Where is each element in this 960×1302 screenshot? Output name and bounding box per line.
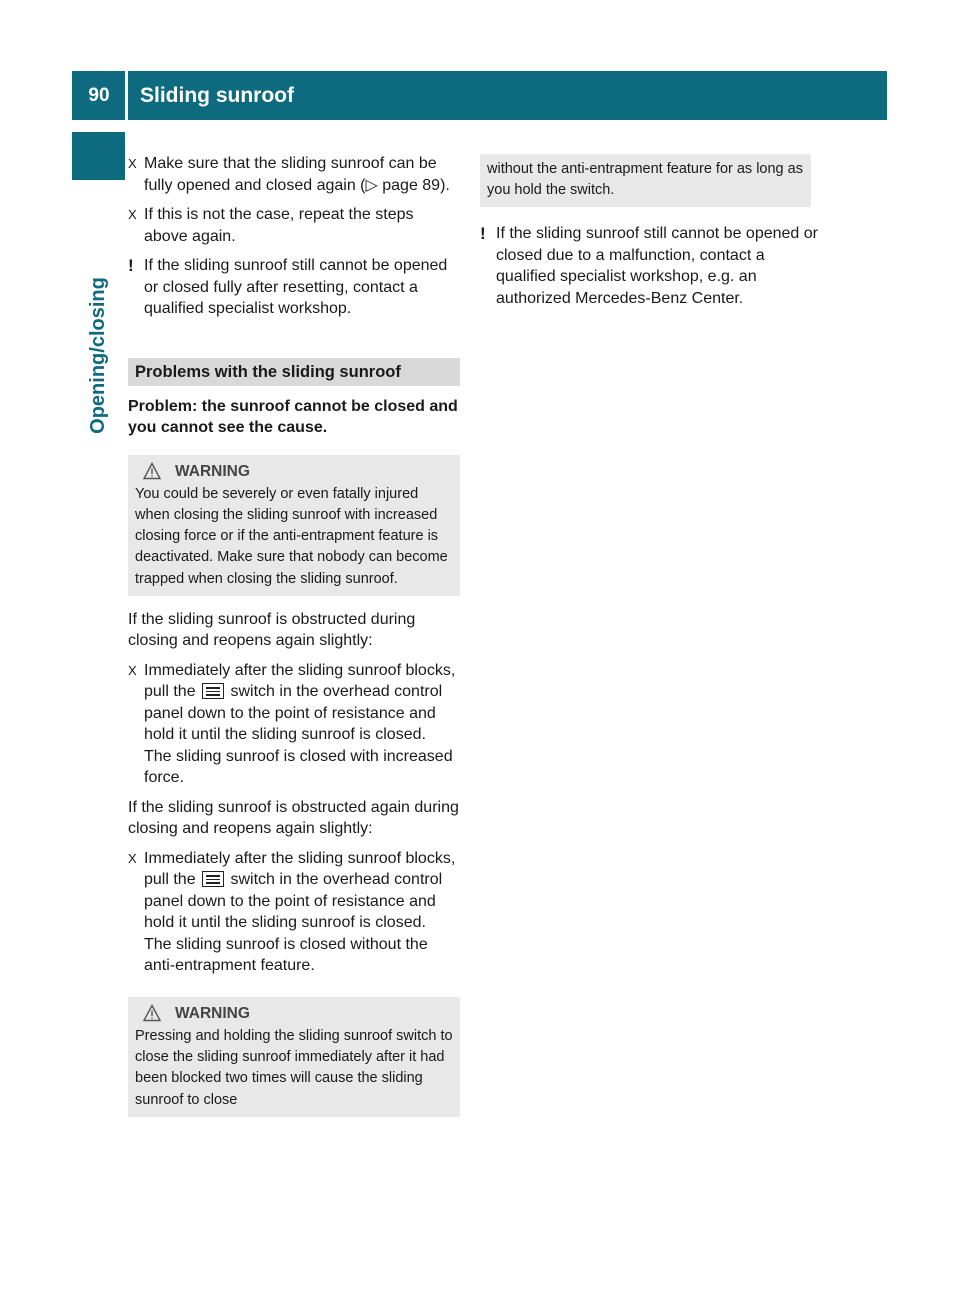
warning-title: WARNING: [175, 1004, 250, 1022]
warning-triangle-icon: [143, 462, 161, 480]
instruction-step: [128, 660, 460, 789]
warning-box-continued: [480, 154, 811, 207]
warning-box: [128, 997, 460, 1117]
page-title: Sliding sunroof: [140, 84, 294, 107]
paragraph: If the sliding sunroof is obstructed again during closing and reopens again slightly:: [128, 798, 459, 838]
sunroof-switch-icon: [202, 871, 224, 887]
step-marker-icon: X: [128, 207, 137, 222]
side-section-label-text: Opening/closing: [87, 276, 110, 434]
right-column: [480, 154, 820, 309]
step-text: [144, 848, 460, 934]
step-text-part: switch in the overhead control panel down to the point of resistance and hold it until the sliding sunroof is closed.: [144, 871, 443, 932]
step-marker-icon: X: [128, 850, 137, 866]
step-text-part: Immediately after the sliding sunroof blocks, pull the: [144, 661, 456, 701]
step-text-part: switch in the overhead control panel down to the point of resistance and hold it until the sliding sunroof is closed.: [144, 683, 443, 744]
side-tab-marker: [72, 132, 125, 180]
warning-triangle-icon: [143, 1004, 161, 1022]
side-section-label: [72, 190, 125, 520]
step-result: The sliding sunroof is closed with increased force.: [144, 747, 453, 787]
warning-title: WARNING: [175, 462, 250, 480]
warning-text: You could be severely or even fatally injured when closing the sliding sunroof with increased closing force or if the anti-entrapment feature is deactivated. Make sure that nobody can become trapped when closing the sliding sunroof.: [135, 485, 448, 587]
step-text: If this is not the case, repeat the steps above again.: [144, 206, 414, 245]
note-exclamation-icon: !: [480, 224, 486, 244]
step-marker-icon: X: [128, 156, 137, 171]
step-marker-icon: X: [128, 662, 137, 678]
section-heading: Problems with the sliding sunroof: [128, 358, 460, 386]
instruction-step: [128, 848, 460, 977]
page-number: 90: [88, 85, 110, 106]
problem-heading: Problem: the sunroof cannot be closed and you cannot see the cause.: [128, 397, 458, 436]
header-divider: [125, 71, 128, 120]
note: [480, 223, 820, 309]
sunroof-switch-icon: [202, 683, 224, 699]
warning-text: without the anti-entrapment feature for as long as you hold the switch.: [487, 161, 803, 199]
step-text: Make sure that the sliding sunroof can be fully opened and closed again (▷ page 89).: [144, 155, 450, 194]
step-text-part: Immediately after the sliding sunroof blocks, pull the: [144, 849, 456, 889]
warning-header: [135, 461, 454, 482]
note: [128, 255, 460, 320]
warning-header: [135, 1003, 454, 1024]
paragraph: If the sliding sunroof is obstructed during closing and reopens again slightly:: [128, 610, 416, 650]
instruction-step: [128, 153, 460, 196]
warning-box: [128, 455, 460, 596]
warning-text: Pressing and holding the sliding sunroof switch to close the sliding sunroof immediately after it had been blocked two times will cause the sliding sunroof to close: [135, 1027, 453, 1108]
step-text: [144, 660, 460, 746]
note-text: If the sliding sunroof still cannot be opened or closed due to a malfunction, contact a qualified specialist workshop, e.g. an authorized Mercedes-Benz Center.: [496, 225, 818, 307]
note-text: If the sliding sunroof still cannot be opened or closed fully after resetting, contact a qualified specialist workshop.: [144, 257, 448, 317]
step-result: The sliding sunroof is closed without the anti-entrapment feature.: [144, 935, 428, 975]
instruction-step: [128, 204, 460, 247]
note-exclamation-icon: !: [128, 256, 134, 275]
left-column: [128, 153, 460, 1117]
